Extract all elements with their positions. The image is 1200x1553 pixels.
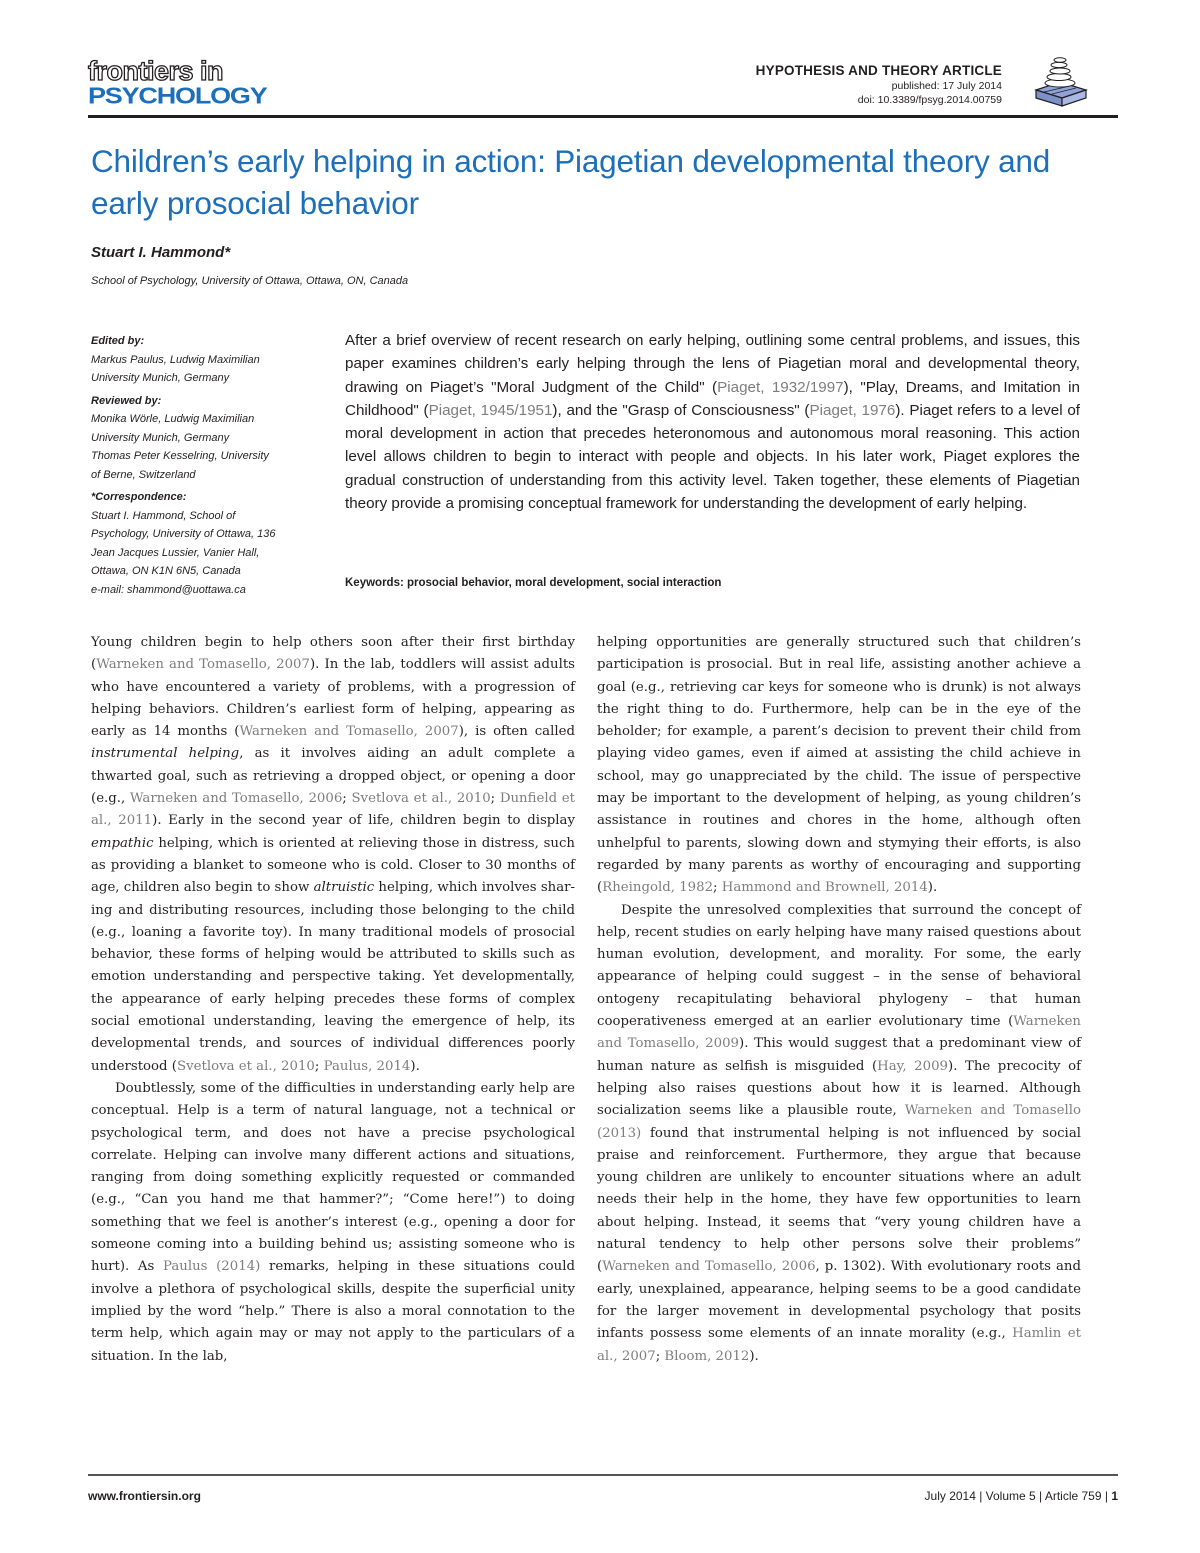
article-header-info <box>756 63 1002 106</box>
text-run: helping, which is oriented at relieving those in distress, such as providing a blanket to someone who is cold. Closer to 30 months of age, children also begin to show <box>91 835 575 896</box>
citation-link[interactable]: Hammond and Brownell, 2014 <box>721 880 928 896</box>
editor-line: University Munich, Germany <box>91 372 230 384</box>
body-paragraph <box>91 1078 575 1368</box>
body-column-right <box>597 632 1081 1368</box>
edited-by-label: Edited by: <box>91 335 145 347</box>
citation-link[interactable]: Bloom, 2012 <box>664 1348 750 1364</box>
reviewer-line: of Berne, Switzerland <box>91 468 196 481</box>
citation-link[interactable]: Warneken and Tomasello, 2006 <box>129 791 343 807</box>
citation-link[interactable]: Piaget, 1945/1951 <box>428 401 553 419</box>
article-metadata <box>91 332 331 603</box>
text-run: ). <box>927 880 938 896</box>
article-type: HYPOTHESIS AND THEORY ARTICLE <box>755 63 1002 78</box>
text-run: ; <box>314 1058 324 1074</box>
text-run: helping opportunities are generally structured such that children’s participation is prosocial. But in real life, assisting another achieve a goal (e.g., retrieving car keys for someone who is drunk) is not always the right thing to do. Furthermore, help can be in the eye of the beholder; for example, a parent’s decision to prevent their child from playing video games, even if aimed at assisting the child achieve in school, may go unappreciated by the child. The issue of perspective may be important to the development of helping, as young children’s assistance in routines and chores in the home, although often unhelpful to parents, slowing down and stymying their efforts, is also regarded by many parents as worthy of encouraging and supporting ( <box>597 635 1081 896</box>
citation-link[interactable]: Paulus, 2014 <box>323 1058 411 1074</box>
text-run: remarks, helping in these situations could involve a plethora of psychological skills, despite the superficial unity implied by the word “help.” There is also a moral connotation to the term help, which again may or may not apply to the particulars of a situation. In the lab, <box>91 1259 575 1364</box>
reviewed-by-block <box>91 392 331 485</box>
text-run: ; <box>342 791 352 807</box>
reviewer-line: Thomas Peter Kesselring, University <box>91 450 269 462</box>
citation-link[interactable]: Piaget, 1976 <box>809 401 896 419</box>
text-run: ). <box>749 1348 759 1364</box>
text-run: ), "Play, Dreams, and Imitation in Childhood" ( <box>345 378 1080 419</box>
body-column-left <box>91 632 575 1368</box>
published-date: published: 17 July 2014 <box>891 80 1002 92</box>
text-run: , as it involves aiding an adult complete a thwarted goal, such as retrieving a dropped object, or opening a door (e.g., <box>91 746 575 807</box>
citation-link[interactable]: Warneken and Tomasello, 2007 <box>96 657 310 673</box>
header-divider <box>88 115 1118 118</box>
journal-logo[interactable] <box>88 58 267 112</box>
body-paragraph <box>597 632 1081 900</box>
text-run: ), is often called <box>458 724 575 740</box>
author-affiliation: School of Psychology, University of Ottawa, Ottawa, ON, Canada <box>91 275 409 287</box>
text-run: ). In the lab, toddlers will assist adults who have encountered a variety of problems, with a progression of helping behaviors. Children’s earliest form of helping, appearing as early as 14 months ( <box>91 657 575 740</box>
keywords-values: prosocial behavior, moral development, social interaction <box>407 577 722 589</box>
text-run: ). The precocity of helping also raises questions about how it is learned. Although socialization seems like a plausible route, <box>597 1058 1082 1119</box>
reviewed-by-label: Reviewed by: <box>91 394 162 407</box>
citation-link[interactable]: Svetlova et al., 2010 <box>351 791 491 807</box>
reviewer-line: Monika Wörle, Ludwig Maximilian <box>91 413 255 425</box>
keywords-label: Keywords: <box>345 577 404 589</box>
text-run: After a brief overview of recent research on early helping, outlining some central problems, and issues, this paper examines children’s early helping through the lens of Piagetian moral and developmental theory, drawing on Piaget’s "Moral Judgment of the Child" ( <box>345 332 1080 396</box>
text-run: ), and the "Grasp of Consciousness" ( <box>552 401 810 419</box>
issue-info: July 2014 | Volume 5 | Article 759 | <box>924 1489 1112 1503</box>
editor-line: Markus Paulus, Ludwig Maximilian <box>91 353 260 366</box>
footer-divider <box>88 1474 1118 1476</box>
emphasized-term: altruistic <box>313 880 375 896</box>
text-run: ). <box>410 1058 420 1074</box>
text-run: ). Early in the second year of life, children begin to display <box>152 813 575 829</box>
correspondence-line: Jean Jacques Lussier, Vanier Hall, <box>91 546 260 559</box>
citation-link[interactable]: Dunfield et al., 2011 <box>91 791 575 829</box>
correspondence-block <box>91 488 331 599</box>
reviewer-line: University Munich, Germany <box>91 431 230 444</box>
keywords <box>345 577 721 589</box>
journal-emblem-icon <box>1030 56 1090 108</box>
citation-link[interactable]: Warneken and Tomasello, 2009 <box>597 1014 1081 1052</box>
page-number: 1 <box>1111 1489 1118 1503</box>
correspondence-line: Psychology, University of Ottawa, 136 <box>91 528 276 540</box>
text-run: Young children begin to help others soon after their first birthday ( <box>91 635 575 673</box>
citation-link[interactable]: Hay, 2009 <box>877 1058 949 1074</box>
citation-link[interactable]: Paulus (2014) <box>162 1259 261 1275</box>
text-run: helping, which involves sharing and distributing resources, including those belonging to the child (e.g., loaning a favorite toy). In many traditional models of prosocial behavior, these forms of helping would be attributed to skills such as emotion understanding and perspective taking. Yet developmentally, the appearance of early helping precedes these forms of complex social emotional understanding, leaving the emergence of help, its developmental trends, and sources of individual differences poorly understood ( <box>91 880 575 1074</box>
citation-link[interactable]: Warneken and Tomasello (2013) <box>597 1103 1081 1141</box>
citation-link[interactable]: Warneken and Tomasello, 2007 <box>239 724 459 740</box>
citation-link[interactable]: Piaget, 1932/1997 <box>717 378 844 396</box>
article-title: Children’s early helping in action: Piagetian developmental theory and early prosocial behavior <box>91 143 1051 221</box>
citation-link[interactable]: Rheingold, 1982 <box>602 880 714 896</box>
text-run: Despite the unresolved complexities that surround the concept of help, recent studies on early helping have many raised questions about human evolution, development, and morality. For some, the early appearance of helping could suggest – in the sense of behavioral ontogeny recapitulating behavioral phylogeny – that human cooperativeness emerged at an earlier evolutionary time ( <box>597 902 1081 1030</box>
text-run: found that instrumental helping is not influenced by social praise and reinforcement. Furthermore, they argue that because young children are unlikely to encounter situations where an adult needs their help in the home, they have few opportunities to learn about helping. Instead, it seems that “very young children have a natural tendency to help other persons solve their problems” ( <box>597 1125 1081 1275</box>
text-run: ). Piaget refers to a level of moral development in action that precedes heteronomous and autonomous moral reasoning. This action level allows children to begin to interact with people and objects. In his later work, Piaget explores the gradual construction of understanding from this activity level. Taken together, these elements of Piagetian theory provide a promising conceptual framework for understanding the development of early helping. <box>345 401 1080 513</box>
text-run: ; <box>655 1348 665 1364</box>
correspondence-email[interactable]: e-mail: shammond@uottawa.ca <box>91 583 246 596</box>
author-name[interactable]: Stuart I. Hammond* <box>91 244 231 261</box>
citation-link[interactable]: Svetlova et al., 2010 <box>176 1058 315 1074</box>
edited-by-block <box>91 332 331 388</box>
text-run: ; <box>713 880 722 896</box>
doi[interactable]: doi: 10.3389/fpsyg.2014.00759 <box>857 94 1002 106</box>
logo-line-psychology: PSYCHOLOGY <box>88 83 267 109</box>
logo-line-frontiers: frontiers in <box>88 56 224 86</box>
text-run: Doubtlessly, some of the difficulties in understanding early help are conceptual. Help is a term of natural language, not a technical or psychological term, and does not have a precise psychological correlate. Helping can involve many different actions and situations, ranging from doing something explicitly requested or commanded (e.g., “Can you hand me that hammer?”; “Come here!”) to doing something that we feel is another’s interest (e.g., opening a door for someone coming into a building behind us; assisting someone who is hurt). As <box>91 1080 575 1275</box>
footer-issue-info <box>925 1489 1118 1503</box>
body-paragraph <box>91 632 575 1078</box>
emphasized-term: empathic <box>91 835 154 851</box>
abstract <box>345 329 1080 515</box>
emphasized-term: instrumental helping <box>91 746 240 762</box>
citation-link[interactable]: Warneken and Tomasello, 2006 <box>602 1259 816 1275</box>
correspondence-line: Stuart I. Hammond, School of <box>91 509 236 522</box>
correspondence-line: Ottawa, ON K1N 6N5, Canada <box>91 565 241 577</box>
footer-website-link[interactable]: www.frontiersin.org <box>88 1489 201 1503</box>
body-paragraph <box>597 900 1081 1368</box>
correspondence-label: *Correspondence: <box>91 491 187 503</box>
text-run: ; <box>490 791 500 807</box>
text-run: , p. 1302). With evolutionary roots and early, unexplained, appearance, helping seems to be a good candidate for the larger movement in developmental psychology that posits infants possess some elements of an innate morality (e.g., <box>597 1259 1081 1342</box>
citation-link[interactable]: Hamlin et al., 2007 <box>597 1326 1081 1364</box>
text-run: ). This would suggest that a predominant view of human nature as selfish is misguided ( <box>597 1036 1081 1074</box>
